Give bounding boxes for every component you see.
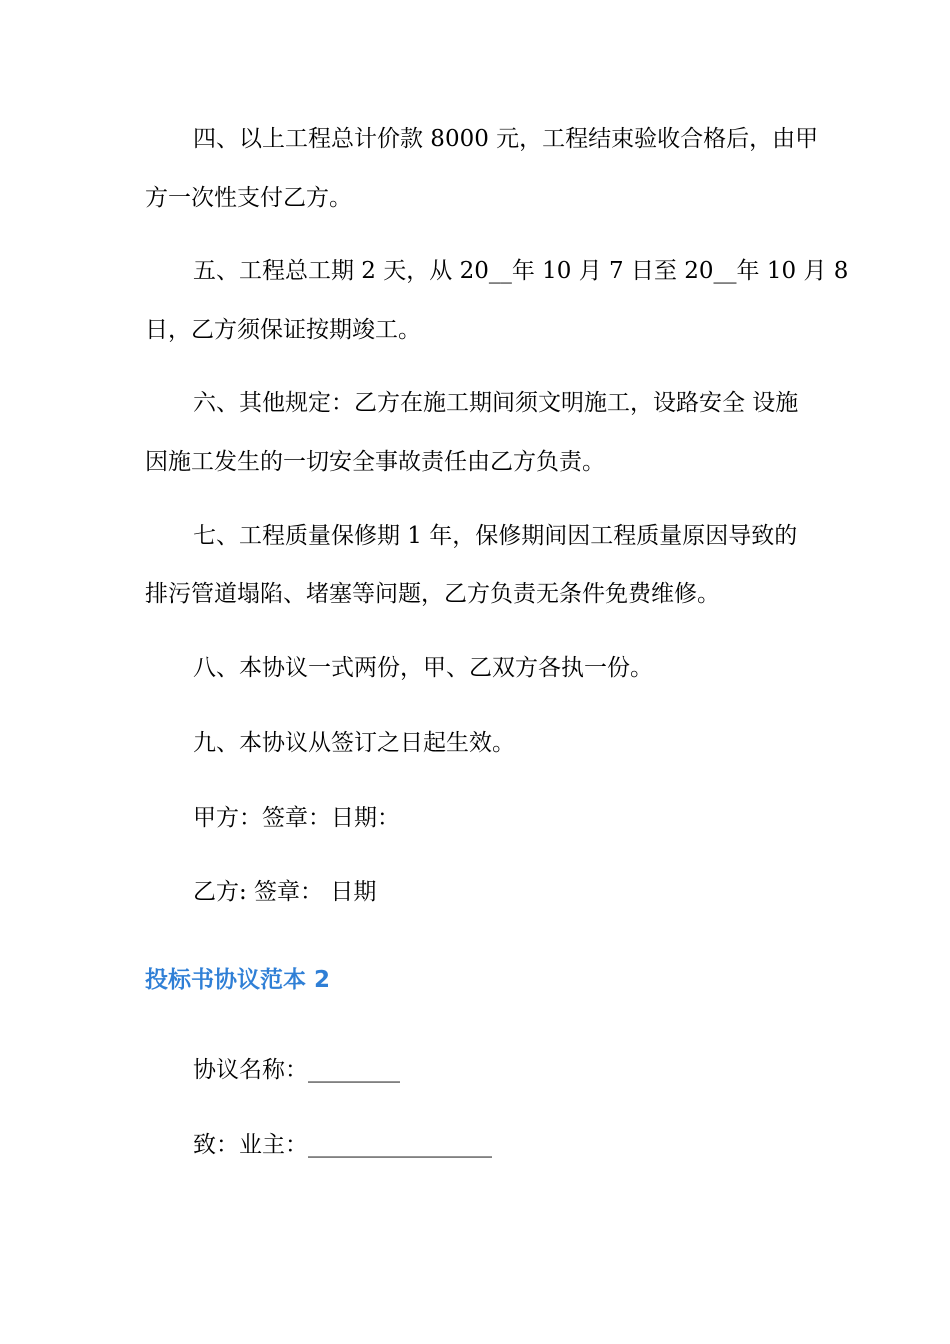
owner-field: 致：业主：________________ [193, 1132, 492, 1158]
clause-6-line-2: 因施工发生的一切安全事故责任由乙方负责。 [145, 449, 605, 475]
clause-5-line-2: 日，乙方须保证按期竣工。 [145, 317, 421, 343]
agreement-name-field: 协议名称：________ [193, 1057, 400, 1083]
clause-8: 八、本协议一式两份，甲、乙双方各执一份。 [193, 655, 653, 681]
clause-4-line-1: 四、以上工程总计价款 8000 元，工程结束验收合格后，由甲 [193, 126, 819, 152]
signature-party-b: 乙方: 签章： 日期 [193, 879, 377, 905]
clause-6-line-1: 六、其他规定：乙方在施工期间须文明施工，设路安全 设施 [193, 390, 799, 416]
section-2-title: 投标书协议范本 2 [145, 967, 331, 993]
clause-7-line-1: 七、工程质量保修期 1 年，保修期间因工程质量原因导致的 [193, 523, 798, 549]
clause-9: 九、本协议从签订之日起生效。 [193, 730, 515, 756]
clause-4-line-2: 方一次性支付乙方。 [145, 185, 352, 211]
clause-5-line-1: 五、工程总工期 2 天，从 20__年 10 月 7 日至 20__年 10 月 8 [193, 258, 849, 284]
clause-7-line-2: 排污管道塌陷、堵塞等问题，乙方负责无条件免费维修。 [145, 581, 720, 607]
signature-party-a: 甲方：签章：日期： [193, 805, 400, 831]
